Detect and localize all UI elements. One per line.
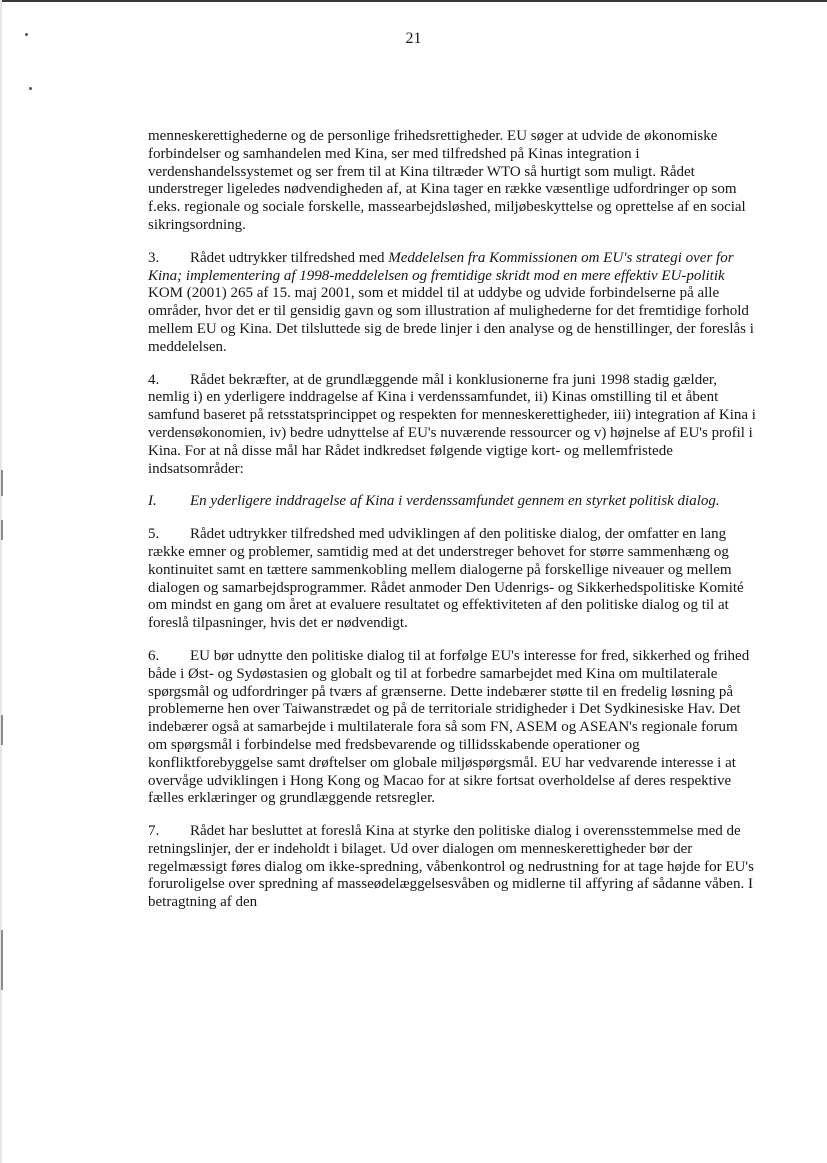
section-heading-i [148, 493, 758, 511]
paragraph-4 [148, 372, 758, 479]
scan-mark [1, 470, 3, 496]
paragraph-number: 5. [148, 526, 160, 543]
paragraph-3 [148, 250, 758, 357]
scan-edge-top [0, 0, 827, 2]
paragraph-number: 6. [148, 647, 160, 664]
paragraph-text: Rådet har besluttet at foreslå Kina at styrke den politiske dialog i overensstemmelse med de retningslinjer, der er indeholdt i bilaget. Ud over dialogen om menneskerettigheder bør der regelmæssigt føres dialog om ikke-spredning, våbenkontrol og nedrustning for at tage højde for EU's foruroligelse over spredning af masseødelæggelsesvåben og midlerne til affyring af sådanne våben. I betragtning af den [148, 823, 754, 911]
scan-mark [1, 715, 3, 745]
scan-speck [29, 87, 32, 90]
paragraph-text: Rådet bekræfter, at de grundlæggende mål i konklusionerne fra juni 1998 stadig gælder, nemlig i) en yderligere inddragelse af Kina i verdenssamfundet, ii) Kinas omstilling til et åbent samfund baseret på retsstatsprincippet og respekten for menneskerettigheder, iii) integration af Kina i verdensøkonomien, iv) bedre udnyttelse af EU's nuværende ressourcer og v) højnelse af EU's profil i Kina. For at nå disse mål har Rådet indkredset følgende vigtige kort- og mellemfristede indsatsområder: [148, 371, 756, 477]
document-title-italic: Meddelelsen fra Kommissionen om EU's strategi over for Kina; implementering af 1998-meddelelsen og fremtidige skridt mod en mere effektiv EU-politik [148, 249, 734, 284]
paragraph-number: 4. [148, 371, 160, 388]
paragraph-6 [148, 648, 758, 808]
paragraph-number: 7. [148, 823, 160, 840]
paragraph-text: Rådet udtrykker tilfredshed med udviklingen af den politiske dialog, der omfatter en lang række emner og problemer, samtidig med at det understreger behovet for større sammenhæng og kontinuitet samt en tættere sammenkobling mellem dialogerne på forskellige niveauer og mellem dialogen og samarbejdsprogrammer. Rådet anmoder Den Udenrigs- og Sikkerhedspolitiske Komité om mindst en gang om året at evaluere resultatet og effektiviteten af den politiske dialog og til at foreslå tilpasninger, hvis det er nødvendigt. [148, 526, 744, 632]
section-title: En yderligere inddragelse af Kina i verdenssamfundet gennem en styrket politisk dialog. [190, 493, 720, 510]
paragraph-7 [148, 823, 758, 912]
scan-mark [1, 930, 3, 990]
paragraph-lead: Rådet udtrykker tilfredshed med [190, 249, 389, 266]
paragraph-number: 3. [148, 249, 160, 266]
page-number: 21 [405, 30, 422, 47]
scan-mark [1, 520, 3, 540]
paragraph-5 [148, 526, 758, 633]
document-body [148, 128, 758, 927]
paragraph-intro: menneskerettighederne og de personlige frihedsrettigheder. EU søger at udvide de økonomiske forbindelser og samhandelen med Kina, ser med tilfredshed på Kinas integration i verdenshandelssystemet og ser frem til at Kina tiltræder WTO så hurtigt som muligt. Rådet understreger ligeledes nødvendigheden af, at Kina tager en række væsentlige udfordringer op som f.eks. regionale og sociale forskelle, massearbejdsløshed, miljøbeskyttelse og oprettelse af en social sikringsordning. [148, 128, 746, 233]
section-number: I. [148, 493, 157, 510]
paragraph-text: KOM (2001) 265 af 15. maj 2001, som et middel til at uddybe og udvide forbindelserne på alle områder, hvor det er til gensidig gavn og som illustration af mulighederne for det fremtidige forhold mellem EU og Kina. Det tilsluttede sig de brede linjer i den analyse og de henstillinger, der foreslås i meddelelsen. [148, 285, 754, 355]
paragraph-text: EU bør udnytte den politiske dialog til at forfølge EU's interesse for fred, sikkerhed og frihed både i Øst- og Sydøstasien og globalt og til at forbedre samarbejdet med Kina om multilaterale spørgsmål og udfordringer på tværs af grænserne. Dette indebærer støtte til en fredelig løsning på problemerne hen over Taiwanstrædet og på de territoriale stridigheder i Det Sydkinesiske Hav. Det indebærer også at samarbejde i multilaterale fora så som FN, ASEM og ASEAN's regionale forum om spørgsmål i forbindelse med fredsbevarende og tillidsskabende operationer og konfliktforebyggelse samt drøftelser om globale miljøspørgsmål. EU har vedvarende interesse i at overvåge udviklingen i Hong Kong og Macao for at sikre fortsat overholdelse af deres respektive fælles erklæringer og grundlæggende retsregler. [148, 647, 750, 807]
